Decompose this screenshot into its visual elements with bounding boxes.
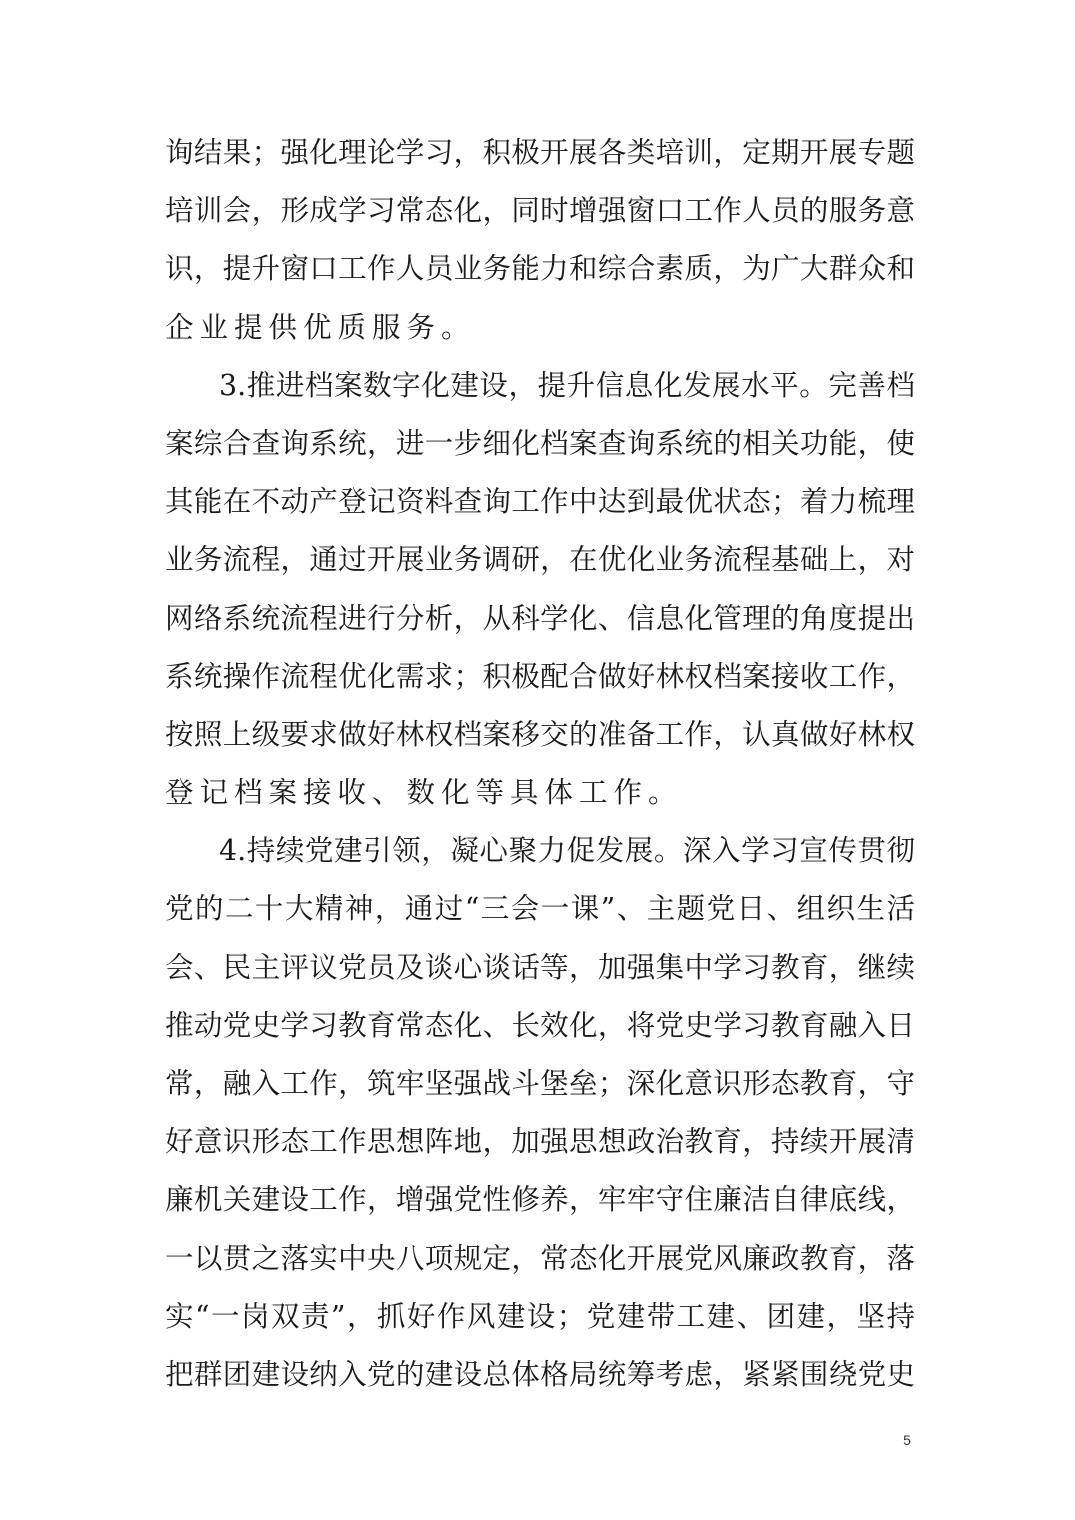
text-line: 案综合查询系统，进一步细化档案查询系统的相关功能，使 [165,426,915,460]
text-line: 网络系统流程进行分析，从科学化、信息化管理的角度提出 [165,601,915,635]
text-line: 业务流程，通过开展业务调研，在优化业务流程基础上，对 [165,543,915,577]
text-line: 一以贯之落实中央八项规定，常态化开展党风廉政教育，落 [165,1241,915,1275]
text-line: 按照上级要求做好林权档案移交的准备工作，认真做好林权 [165,717,915,751]
text-line: 询结果；强化理论学习，积极开展各类培训，定期开展专题 [165,136,915,169]
paragraph-4-heading-line: 4.持续党建引领，凝心聚力促发展。深入学习宣传贯彻 [219,834,915,868]
text-line: 好意识形态工作思想阵地，加强思想政治教育，持续开展清 [165,1125,915,1159]
text-line: 廉机关建设工作，增强党性修养，牢牢守住廉洁自律底线， [165,1183,915,1217]
text-line: 登记档案接收、数化等具体工作。 [165,776,683,810]
text-line: 党的二十大精神，通过“三会一课”、主题党日、组织生活 [165,892,915,926]
text-line: 把群团建设纳入党的建设总体格局统筹考虑，紧紧围绕党史 [165,1357,915,1391]
text-line: 常，融入工作，筑牢坚强战斗堡垒；深化意识形态教育，守 [165,1067,915,1100]
text-line: 推动党史学习教育常态化、长效化，将党史学习教育融入日 [165,1008,915,1042]
text-line: 企业提供优质服务。 [165,310,476,344]
text-line: 会、民主评议党员及谈心谈话等，加强集中学习教育，继续 [165,950,915,984]
page-number: 5 [903,1432,911,1448]
body-text [165,124,915,1404]
paragraph-3-heading-line: 3.推进档案数字化建设，提升信息化发展水平。完善档 [219,368,915,402]
text-line: 识，提升窗口工作人员业务能力和综合素质，为广大群众和 [165,252,915,286]
text-line: 培训会，形成学习常态化，同时增强窗口工作人员的服务意 [165,194,915,228]
text-line: 系统操作流程优化需求；积极配合做好林权档案接收工作， [165,659,915,693]
text-line: 实“一岗双责”，抓好作风建设；党建带工建、团建，坚持 [165,1299,915,1333]
text-line: 其能在不动产登记资料查询工作中达到最优状态；着力梳理 [165,485,915,519]
